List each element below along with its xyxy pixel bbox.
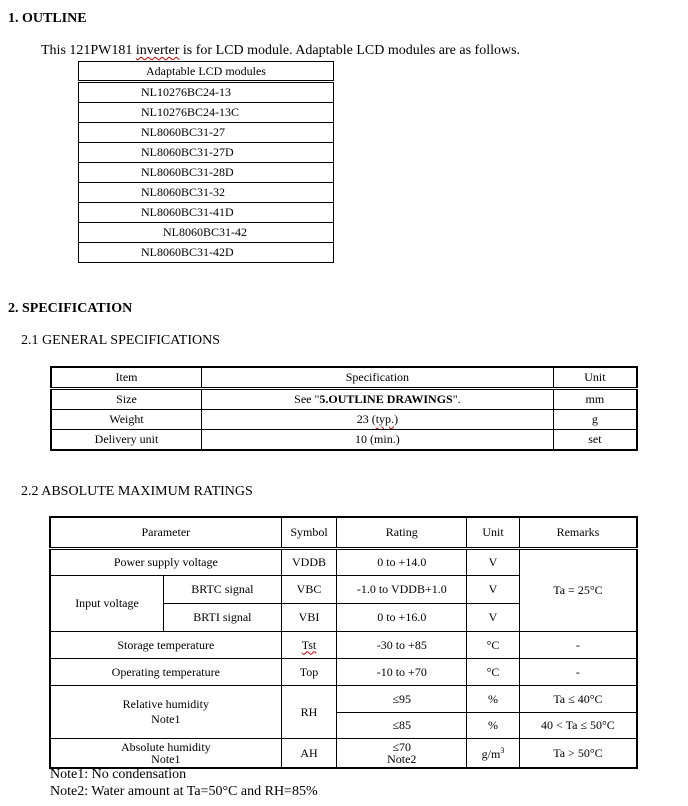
table-row <box>50 739 637 768</box>
outline-heading: 1. OUTLINE <box>8 11 87 26</box>
module-row: NL8060BC31-27D <box>79 143 334 163</box>
table-row <box>50 659 637 686</box>
module-row: NL8060BC31-27 <box>79 123 334 143</box>
intro-suffix: is for LCD module. Adaptable LCD modules are as follows. <box>179 43 521 58</box>
unit-cell: mm <box>553 389 637 410</box>
remarks-cell: Ta > 50°C <box>519 739 637 768</box>
unit-cell: V <box>467 604 520 632</box>
modules-table-header: Adaptable LCD modules <box>79 62 334 82</box>
remarks-cell: Ta = 25°C <box>519 549 637 632</box>
col-header-unit: Unit <box>467 517 520 549</box>
remarks-cell: 40 < Ta ≤ 50°C <box>519 713 637 739</box>
table-row <box>51 430 637 451</box>
outline-intro <box>41 43 520 59</box>
rating-cell: -10 to +70 <box>337 659 467 686</box>
spec-cell <box>202 410 554 430</box>
sub-param-cell: BRTC signal <box>164 576 282 604</box>
unit-cell: % <box>467 686 520 713</box>
symbol-cell: VBI <box>281 604 337 632</box>
unit-cell: °C <box>467 632 520 659</box>
spec-prefix: 23 ( <box>356 412 376 426</box>
note1: Note1: No condensation <box>50 767 187 782</box>
item-cell: Weight <box>51 410 202 430</box>
rating-cell: 0 to +14.0 <box>337 549 467 576</box>
adaptable-modules-table <box>78 61 334 263</box>
rating-cell: ≤85 <box>337 713 467 739</box>
col-header-unit: Unit <box>553 367 637 389</box>
symbol-cell: AH <box>281 739 337 768</box>
rating-cell: -1.0 to VDDB+1.0 <box>337 576 467 604</box>
col-header-item: Item <box>51 367 202 389</box>
module-row: NL8060BC31-28D <box>79 163 334 183</box>
unit-cell <box>467 739 520 768</box>
param-cell: Power supply voltage <box>50 549 281 576</box>
param-cell: Storage temperature <box>50 632 281 659</box>
col-header-specification: Specification <box>202 367 554 389</box>
unit-cell: V <box>467 576 520 604</box>
module-row: NL8060BC31-42D <box>79 243 334 263</box>
general-specs-table <box>50 366 638 451</box>
symbol-cell: Top <box>281 659 337 686</box>
param-cell <box>50 686 281 739</box>
intro-squiggle-word: inverter <box>135 43 180 58</box>
spec-bold: 5.OUTLINE DRAWINGS <box>319 392 453 406</box>
remarks-cell: - <box>519 632 637 659</box>
param-line2: Note1 <box>151 751 181 766</box>
col-header-remarks: Remarks <box>519 517 637 549</box>
absolute-max-ratings-table <box>49 516 638 769</box>
module-row: NL8060BC31-41D <box>79 203 334 223</box>
rating-cell: -30 to +85 <box>337 632 467 659</box>
rating-cell <box>337 739 467 768</box>
ratings-heading: 2.2 ABSOLUTE MAXIMUM RATINGS <box>21 484 253 499</box>
module-row: NL10276BC24-13C <box>79 103 334 123</box>
param-line2: Note1 <box>151 712 181 726</box>
unit-cell: V <box>467 549 520 576</box>
unit-cell: °C <box>467 659 520 686</box>
symbol-squiggle: Tst <box>301 637 317 652</box>
intro-prefix: This 121PW181 <box>41 43 136 58</box>
table-row <box>51 410 637 430</box>
rating-line1: ≤70 <box>392 739 412 754</box>
col-header-symbol: Symbol <box>281 517 337 549</box>
param-line1: Relative humidity <box>122 697 209 711</box>
param-cell: Operating temperature <box>50 659 281 686</box>
specification-heading: 2. SPECIFICATION <box>8 301 133 316</box>
module-row: NL8060BC31-42 <box>79 223 334 243</box>
param-line1: Absolute humidity <box>120 739 211 754</box>
unit-cell: % <box>467 713 520 739</box>
spec-suffix: ) <box>394 412 399 426</box>
note2: Note2: Water amount at Ta=50°C and RH=85% <box>50 784 318 799</box>
param-cell: Input voltage <box>50 576 164 632</box>
spec-squiggle: typ. <box>375 412 395 426</box>
unit-superscript: 3 <box>500 746 505 756</box>
spec-cell: 10 (min.) <box>202 430 554 451</box>
col-header-rating: Rating <box>337 517 467 549</box>
rating-line2: Note2 <box>387 751 417 766</box>
rating-cell: ≤95 <box>337 686 467 713</box>
rating-cell: 0 to +16.0 <box>337 604 467 632</box>
unit-cell: g <box>553 410 637 430</box>
unit-cell: set <box>553 430 637 451</box>
sub-param-cell: BRTI signal <box>164 604 282 632</box>
remarks-cell: Ta ≤ 40°C <box>519 686 637 713</box>
general-specs-heading: 2.1 GENERAL SPECIFICATIONS <box>21 333 220 348</box>
remarks-cell: - <box>519 659 637 686</box>
symbol-cell: RH <box>281 686 337 739</box>
param-cell <box>50 739 281 768</box>
col-header-parameter: Parameter <box>50 517 281 549</box>
symbol-cell: VDDB <box>281 549 337 576</box>
spec-prefix: See " <box>294 392 320 406</box>
unit-base: g/m <box>481 747 501 762</box>
symbol-cell: VBC <box>281 576 337 604</box>
item-cell: Size <box>51 389 202 410</box>
module-row: NL10276BC24-13 <box>79 82 334 103</box>
table-row <box>51 389 637 410</box>
table-row <box>50 686 637 713</box>
spec-cell <box>202 389 554 410</box>
table-row <box>50 549 637 576</box>
spec-suffix: ". <box>452 392 461 406</box>
module-row: NL8060BC31-32 <box>79 183 334 203</box>
item-cell: Delivery unit <box>51 430 202 451</box>
symbol-cell <box>281 632 337 659</box>
table-row <box>50 632 637 659</box>
